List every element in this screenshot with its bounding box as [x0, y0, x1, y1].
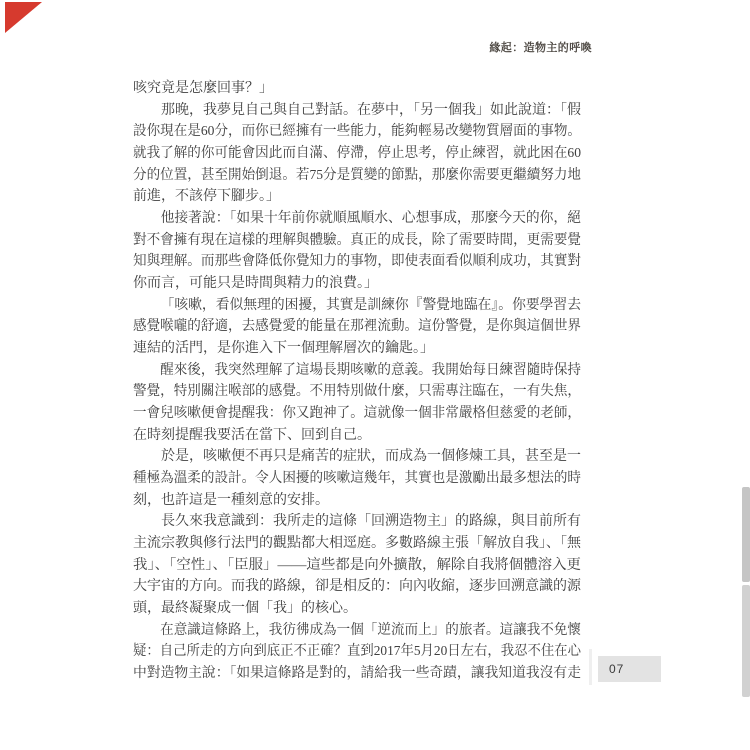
body-text-line: 連結的活門，是你進入下一個理解層次的鑰匙。」 — [133, 341, 434, 357]
body-paragraph — [133, 511, 603, 619]
body-text-line: 醒來後，我突然理解了這場長期咳嗽的意義。我開始每日練習隨時保持 — [160, 362, 581, 378]
body-text-line: 設你現在是60分，而你已經擁有一些能力，能夠輕易改變物質層面的事物。 — [133, 124, 581, 140]
body-text-line: 你而言，可能只是時間與精力的浪費。」 — [133, 276, 378, 292]
running-head: 緣起：造物主的呼喚 — [489, 42, 592, 54]
body-paragraph — [133, 78, 603, 100]
text-block — [133, 78, 603, 685]
body-text-line: 長久來我意識到：我所走的這條「回溯造物主」的路線，與目前所有 — [161, 514, 581, 530]
body-text-line: 警覺，特別關注喉部的感覺。不用特別做什麼，只需專注臨在，一有失焦， — [133, 384, 581, 400]
body-paragraph — [133, 100, 603, 208]
body-text-line: 在意識這條路上，我彷彿成為一個「逆流而上」的旅者。這讓我不免懷 — [160, 622, 581, 638]
scrollbar-thumb-upper[interactable] — [742, 487, 750, 582]
body-text-line: 我」、「空性」、「臣服」——這些都是向外擴散，解除自我將個體溶入更 — [133, 557, 581, 573]
body-text-line: 感覺喉嚨的舒適，去感覺愛的能量在那裡流動。這份警覺，是你與這個世界 — [133, 319, 581, 335]
body-text-line: 頭，最終凝聚成一個「我」的核心。 — [133, 601, 357, 617]
body-paragraph — [133, 360, 603, 447]
body-text-line: 「咳嗽，看似無理的困擾，其實是訓練你『警覺地臨在』。你要學習去 — [160, 297, 582, 313]
page-number: 07 — [609, 662, 625, 676]
body-text-line: 前進，不該停下腳步。」 — [133, 189, 280, 205]
body-text-line: 刻，也許這是一種刻意的安排。 — [133, 492, 329, 508]
body-paragraph — [133, 295, 603, 360]
body-text-line: 一會兒咳嗽便會提醒我：你又跑神了。這就像一個非常嚴格但慈愛的老師， — [133, 406, 581, 422]
body-text-line: 中對造物主說：「如果這條路是對的，請給我一些奇蹟，讓我知道我沒有走 — [133, 666, 581, 682]
body-text-line: 在時刻提醒我要活在當下、回到自己。 — [133, 427, 371, 443]
body-text-line: 他接著說：「如果十年前你就順風順水、心想事成，那麼今天的你，絕 — [160, 211, 582, 227]
body-paragraph — [133, 446, 603, 511]
body-text-line: 分的位置，甚至開始倒退。若75分是質變的節點，那麼你需要更繼續努力地 — [133, 167, 581, 183]
body-text-line: 種極為溫柔的設計。令人困擾的咳嗽這幾年，其實也是激勵出最多想法的時 — [133, 471, 581, 487]
body-text-line: 知與理解。而那些會降低你覺知力的事物，即使表面看似順利成功，其實對 — [133, 254, 581, 270]
red-corner-flag-icon — [5, 2, 42, 33]
body-text-line: 疑：自己所走的方向到底正不正確？直到2017年5月20日左右，我忍不住在心 — [133, 644, 581, 660]
body-text-line: 咳究竟是怎麼回事？」 — [133, 81, 273, 96]
body-text-line: 大宇宙的方向。而我的路線，卻是相反的：向內收縮，逐步回溯意識的源 — [133, 579, 581, 595]
body-text-line: 對不會擁有現在這樣的理解與體驗。真正的成長，除了需要時間，更需要覺 — [133, 232, 581, 248]
body-text-line: 那晚，我夢見自己與自己對話。在夢中，「另一個我」如此說道：「假 — [161, 102, 581, 118]
body-text-line: 就我了解的你可能會因此而自滿、停滯，停止思考，停止練習，就此困在60 — [133, 146, 581, 162]
body-text-line: 主流宗教與修行法門的觀點都大相逕庭。多數路線主張「解放自我」、「無 — [133, 536, 581, 552]
folio-band — [598, 656, 661, 682]
body-paragraph — [133, 620, 603, 685]
body-paragraph — [133, 208, 603, 295]
scrollbar-thumb-lower[interactable] — [742, 585, 750, 697]
body-text-line: 於是，咳嗽便不再只是痛苦的症狀，而成為一個修煉工具，甚至是一 — [161, 449, 581, 465]
folio-edge-strip — [589, 649, 592, 685]
